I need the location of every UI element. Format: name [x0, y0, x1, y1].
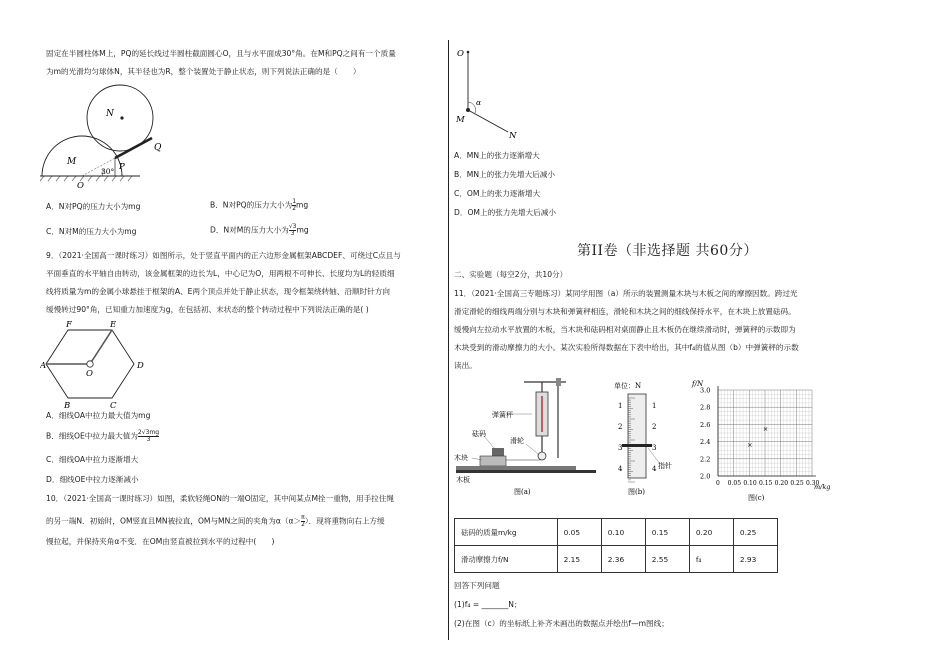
q9-line3: 线将质量为m的金属小球悬挂于框架的A、E两个顶点并处于静止状态，现令框架绕转轴、沿顺时针方向	[46, 287, 390, 296]
svg-text:E: E	[110, 320, 117, 330]
table-cell: 2.55	[645, 546, 689, 573]
table-cell: 砝码的质量m/kg	[455, 519, 558, 546]
svg-text:木块: 木块	[454, 454, 468, 462]
q11-line3: 缓慢向左拉动水平放置的木板，当木块和砝码相对桌面静止且木板仍在继续滑动时，弹簧秤的示数即为	[454, 325, 796, 334]
svg-text:M: M	[456, 115, 465, 125]
q10-line3: 慢拉起，并保持夹角α不变．在OM由竖直被拉到水平的过程中( )	[46, 537, 275, 546]
rope-mn	[468, 110, 508, 132]
q8-option-d: D．N对M的压力大小为 $\frac{√3}{3}$ mg	[210, 223, 309, 237]
weight-block	[492, 448, 504, 456]
table-cell: 0.10	[601, 519, 645, 546]
data-point: ×	[747, 441, 753, 450]
section-heading: 二、实验题（每空2分，共10分）	[454, 270, 568, 279]
data-point: ×	[762, 424, 769, 433]
svg-text:3: 3	[652, 444, 657, 452]
svg-text:Q: Q	[154, 143, 162, 153]
svg-text:N: N	[509, 131, 517, 140]
q9-line1: 9．（2021·全国高一课时练习）如图所示，处于竖直平面内的正六边形金属框架ABCDEF、可绕过C点且与	[46, 251, 401, 260]
table-cell: 2.36	[601, 546, 645, 573]
y-tick-label: 3.0	[700, 386, 711, 395]
column-divider	[448, 40, 449, 640]
table-cell: 2.93	[733, 546, 777, 573]
svg-text:指针: 指针	[658, 462, 672, 470]
scale-pointer	[622, 444, 652, 447]
svg-text:木板: 木板	[456, 476, 470, 484]
svg-text:O: O	[457, 49, 464, 59]
right-column	[450, 0, 950, 672]
chart-caption: 图(c)	[748, 494, 765, 502]
q8-option-b: B．N对PQ的压力大小为 $\frac{1}{2}$ mg	[210, 198, 309, 212]
q9-option-d: D．细线OE中拉力逐渐减小	[46, 475, 139, 484]
x-tick-label: 0.30	[806, 480, 820, 487]
data-table	[454, 518, 778, 573]
q8-figure	[40, 82, 200, 192]
q11-line2: 滑定滑轮的细线两端分别与木块和弹簧秤相连，滑轮和木块之间的细线保持水平，在木块上放置砝码。	[454, 307, 796, 316]
table-cell: 0.25	[733, 519, 777, 546]
x-tick-label: 0.10	[743, 480, 757, 487]
svg-text:M: M	[67, 157, 77, 167]
x-tick-label: 0.05	[727, 480, 742, 487]
svg-text:P: P	[119, 162, 125, 172]
table-cell: 2.15	[557, 546, 601, 573]
q11-line5: 读出。	[454, 361, 477, 370]
table-row	[455, 546, 778, 573]
q10-line2: 的另一端N．初始时，OM竖直且MN被拉直，OM与MN之间的夹角为α（α＞ $\frac{\pi}{2}$ ）．现将重物向右上方缓	[46, 514, 385, 528]
q10-option-a: A．MN上的张力逐渐增大	[454, 151, 540, 160]
svg-text:4: 4	[652, 465, 657, 473]
q9-option-c: C．细线OA中拉力逐渐增大	[46, 455, 139, 464]
pulley	[538, 452, 546, 460]
rod-pq	[115, 138, 152, 158]
q8-line2: 为m的光滑均匀球体N，其半径也为R，整个装置处于静止状态，则下列说法正确的是（ ）	[46, 67, 361, 76]
chart-xlabel: m/kg	[814, 483, 831, 491]
x-tick-label: 0	[716, 480, 720, 487]
svg-text:图(b): 图(b)	[628, 488, 645, 496]
svg-text:O: O	[86, 369, 93, 379]
svg-text:2: 2	[618, 423, 623, 431]
figure-c-chart	[690, 378, 840, 502]
q8-option-c: C．N对M的压力大小为mg	[46, 227, 137, 236]
q11-line4: 木块受到的滑动摩擦力的大小。某次实验所得数据在下表中给出，其中f₄的值从图（b）中弹簧秤的示数	[454, 343, 799, 352]
q9-line4: 缓慢转过90°角，已知重力加速度为g，在包括初、末状态的整个转动过程中下列说法正确的是( )	[46, 305, 369, 314]
table-cell: 0.20	[689, 519, 733, 546]
svg-text:单位：N: 单位：N	[614, 382, 642, 390]
svg-text:滑轮: 滑轮	[510, 437, 524, 445]
svg-text:3: 3	[618, 444, 623, 452]
table-cell: 滑动摩擦力f/N	[455, 546, 558, 573]
svg-text:弹簧秤: 弹簧秤	[492, 411, 513, 419]
x-tick-label: 0.20	[774, 480, 789, 487]
table-cell: f₄	[689, 546, 733, 573]
svg-text:图(a): 图(a)	[514, 488, 531, 496]
x-tick-label: 0.25	[790, 480, 804, 487]
metal-ball	[87, 361, 93, 367]
q8-option-a: A．N对PQ的压力大小为mg	[46, 202, 141, 211]
x-tick-label: 0.15	[759, 480, 773, 487]
svg-text:D: D	[137, 361, 144, 371]
svg-text:B: B	[64, 401, 71, 410]
part2-title: 第II卷（非选择题 共60分）	[577, 243, 758, 259]
q9-option-a: A．细线OA中拉力最大值为mg	[46, 411, 151, 420]
q8-line1: 固定在半圆柱体M上，PQ的延长线过半圆柱截面圆心O，且与水平面成30°角。在M和PQ之间有一个质量	[46, 49, 396, 58]
svg-text:1: 1	[652, 402, 657, 410]
q10-option-b: B．MN上的张力先增大后减小	[454, 170, 555, 179]
q10-figure	[454, 44, 524, 140]
svg-text:30°: 30°	[101, 167, 115, 176]
svg-text:4: 4	[618, 465, 623, 473]
answer-intro: 回答下列问题	[454, 581, 500, 590]
q10-option-c: C．OM上的张力逐渐增大	[454, 189, 541, 198]
y-tick-label: 2.6	[700, 420, 711, 429]
q9-line2: 平面垂直的水平轴自由转动，该金属框架的边长为L，中心记为O，用两根不可伸长、长度均为L的轻质细	[46, 269, 395, 278]
svg-text:2: 2	[652, 423, 657, 431]
q10-line1: 10．（2021·全国高一课时练习）如图，柔软轻绳ON的一端O固定，其中间某点M拴一重物，用手拉住绳	[46, 494, 394, 503]
sub-question-1: (1)f₄ = _______N；	[454, 600, 522, 609]
y-tick-label: 2.0	[700, 472, 711, 481]
figure-b-scale	[608, 378, 678, 498]
svg-text:α: α	[476, 98, 482, 107]
svg-text:C: C	[110, 401, 117, 410]
y-tick-label: 2.8	[700, 403, 711, 412]
q9-figure	[40, 318, 150, 410]
q10-option-d: D．OM上的张力先增大后减小	[454, 208, 556, 217]
svg-text:O: O	[77, 181, 84, 191]
table-row	[455, 519, 778, 546]
svg-text:砝码: 砝码	[472, 430, 486, 438]
table-cell: 0.05	[557, 519, 601, 546]
svg-text:F: F	[66, 320, 72, 330]
q11-line1: 11．（2021·全国高三专题练习）某同学用图（a）所示的装置测量木块与木板之间的摩擦因数。跨过光	[454, 289, 798, 298]
svg-text:A: A	[40, 361, 47, 371]
wood-board	[456, 466, 576, 470]
chart-ylabel: f/N	[692, 380, 704, 388]
figure-a-apparatus	[454, 378, 604, 498]
ball-n	[87, 85, 153, 151]
svg-text:1: 1	[618, 402, 623, 410]
table-cell: 0.15	[645, 519, 689, 546]
wood-block	[480, 456, 506, 466]
left-column	[0, 0, 450, 672]
sub-question-2: (2)在图（c）的坐标纸上补齐未画出的数据点并绘出f—m图线；	[454, 619, 669, 628]
y-tick-label: 2.4	[700, 438, 711, 447]
svg-text:N: N	[106, 109, 114, 119]
y-tick-label: 2.2	[700, 455, 711, 464]
q9-option-b: B．细线OE中拉力最大值为 $\frac{2√3mg}{3}$	[46, 429, 160, 443]
